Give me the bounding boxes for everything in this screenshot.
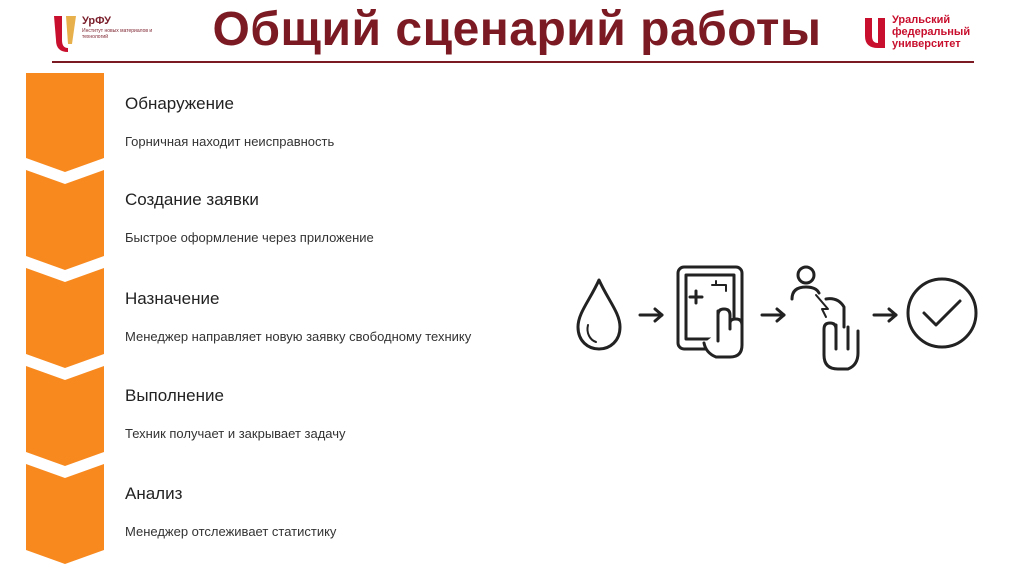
chevron-5 — [26, 464, 104, 564]
drop-icon — [578, 280, 620, 349]
chevron-1 — [26, 73, 104, 172]
step-title: Анализ — [125, 484, 183, 503]
step-description: Менеджер направляет новую заявку свободному технику — [125, 329, 472, 344]
process-chevrons — [0, 70, 120, 570]
step-execution — [125, 386, 575, 441]
step-title: Назначение — [125, 289, 220, 308]
step-description: Горничная находит неисправность — [125, 134, 335, 149]
institute-name: Институт новых материалов и технологий — [82, 28, 153, 40]
page-title: Общий сценарий работы — [212, 3, 822, 56]
university-name-line2: федеральный — [892, 26, 971, 38]
tablet-tap-icon — [678, 267, 742, 357]
header-divider — [52, 61, 974, 63]
step-ticket-creation — [125, 190, 575, 245]
university-name — [892, 14, 970, 50]
step-detection — [125, 94, 575, 149]
user-click-icon — [792, 267, 858, 369]
chevron-3 — [26, 268, 104, 368]
university-logo-mark-icon — [864, 16, 886, 50]
ural-federal-university-logo — [864, 14, 994, 54]
step-title: Обнаружение — [125, 94, 234, 113]
arrow-icon — [762, 309, 784, 321]
step-title: Создание заявки — [125, 190, 259, 209]
arrow-icon — [874, 309, 896, 321]
step-assignment — [125, 289, 575, 344]
workflow-illustration — [566, 245, 1000, 405]
arrow-icon — [640, 309, 662, 321]
urfu-brand: УрФУ — [82, 15, 111, 27]
drop-highlight — [587, 325, 596, 342]
chevron-4 — [26, 366, 104, 466]
checkmark-circle-icon — [908, 279, 976, 347]
chevron-2 — [26, 170, 104, 270]
step-title: Выполнение — [125, 386, 224, 405]
step-description: Менеджер отслеживает статистику — [125, 524, 337, 539]
urfu-logo-mark-icon — [52, 14, 78, 54]
step-analysis — [125, 484, 575, 539]
university-name-line1: Уральский — [892, 14, 951, 26]
step-description: Быстрое оформление через приложение — [125, 230, 374, 245]
university-name-line3: университет — [892, 38, 961, 50]
urfu-institute-logo — [52, 14, 162, 54]
step-description: Техник получает и закрывает задачу — [125, 426, 346, 441]
